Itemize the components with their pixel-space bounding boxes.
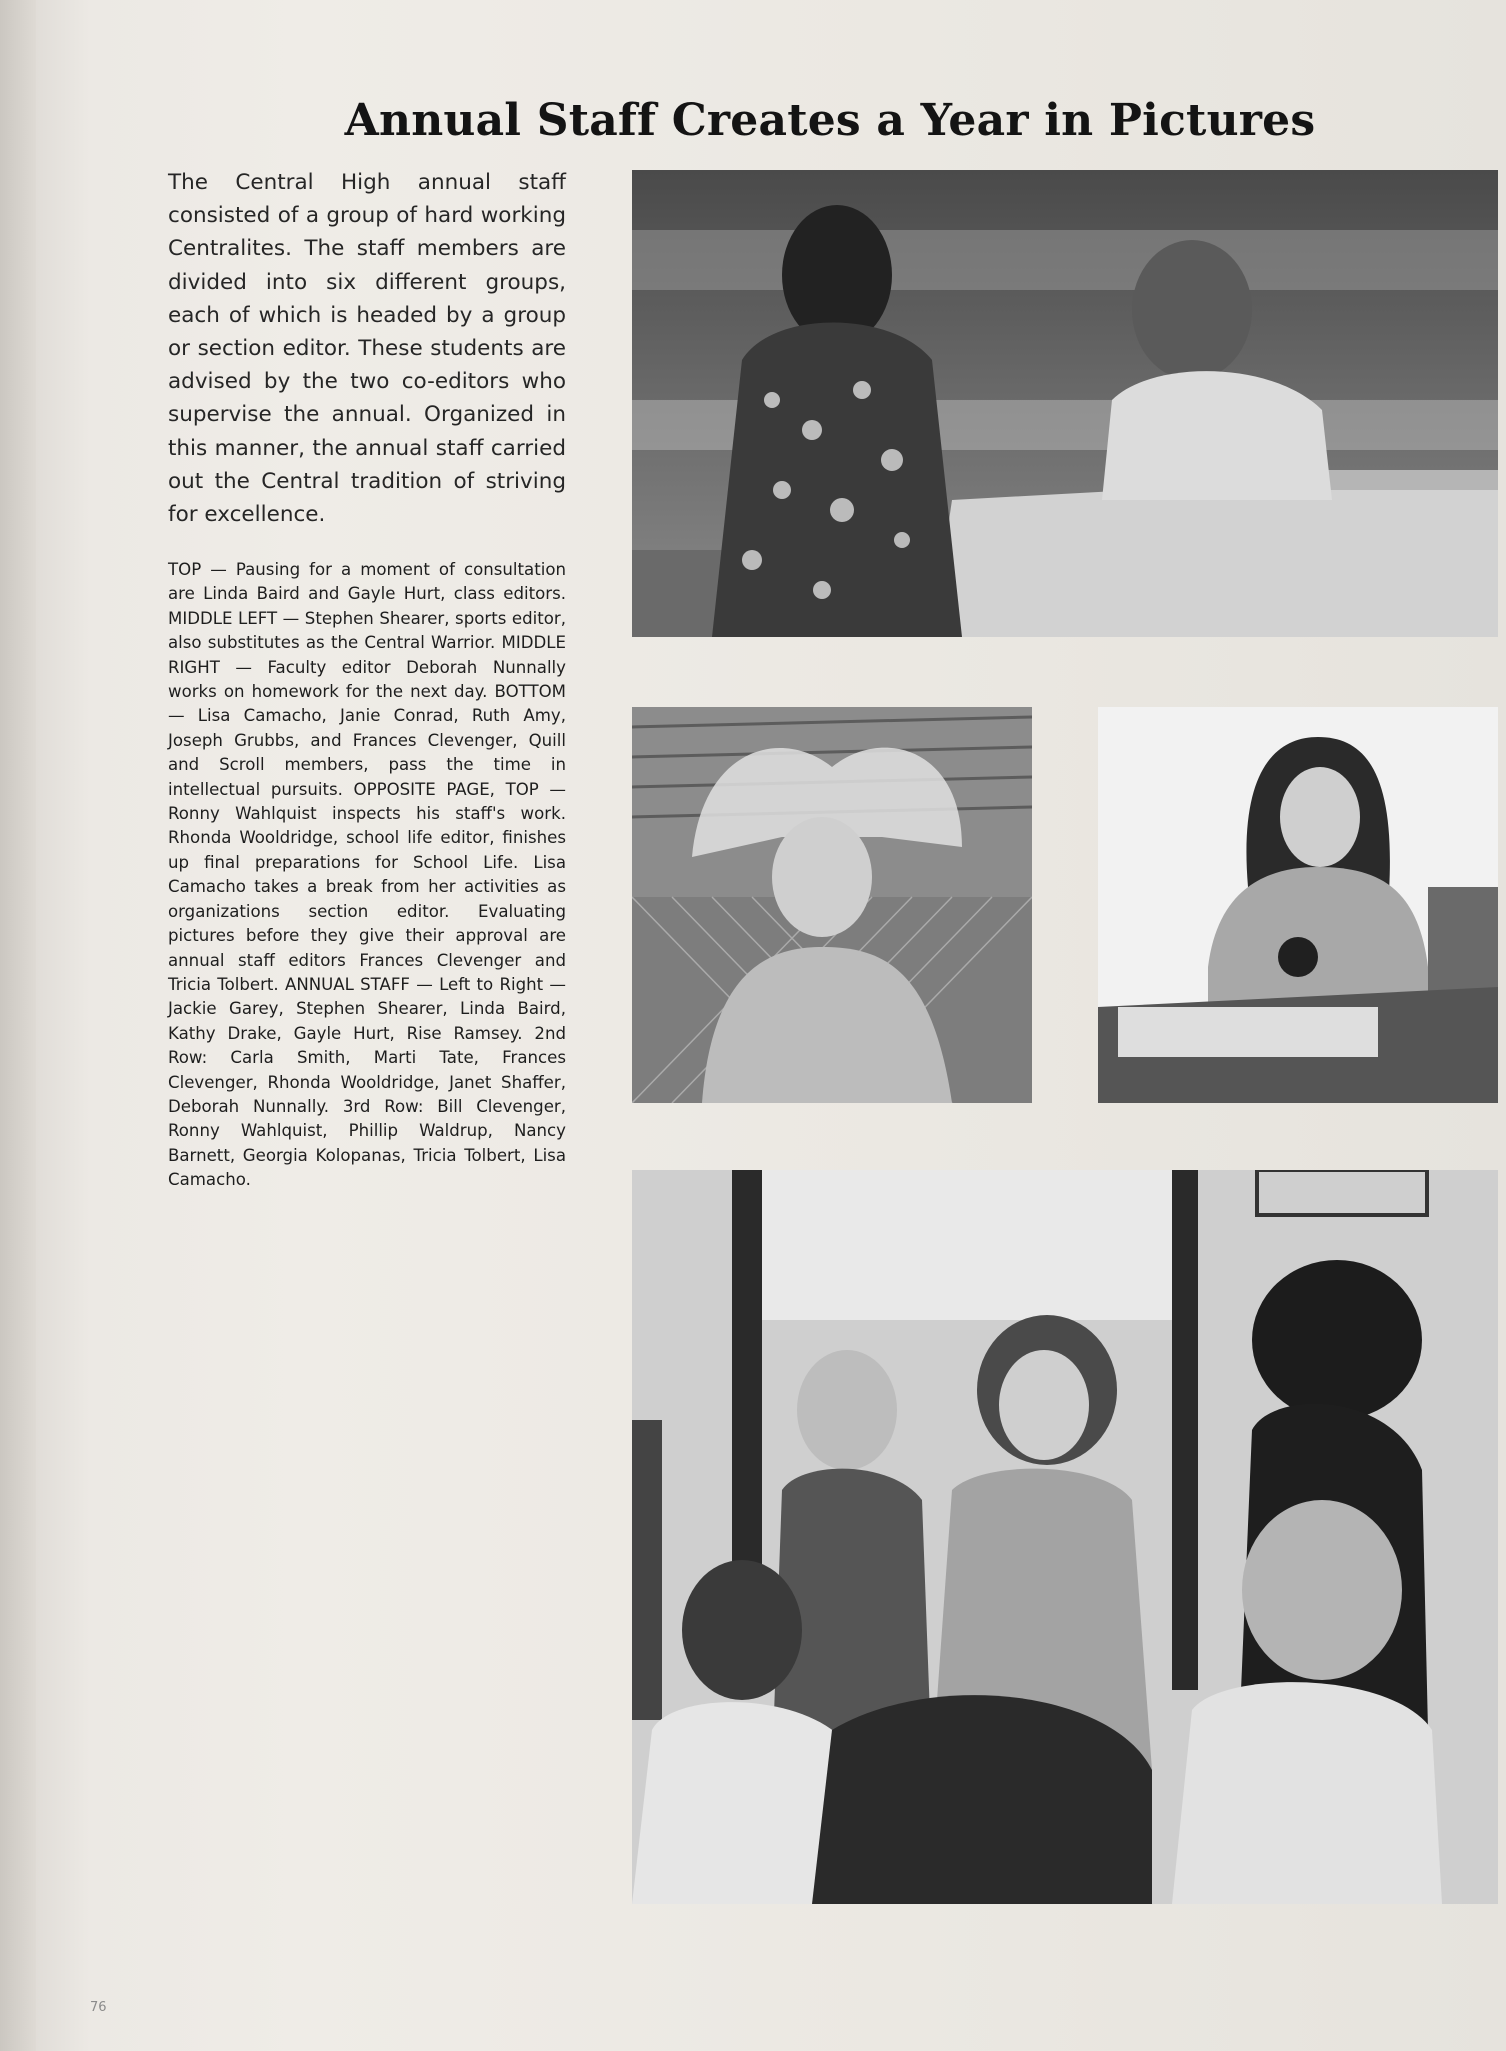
photo-captions: TOP — Pausing for a moment of consultation are Linda Baird and Gayle Hurt, class editors. MIDDLE LEFT — Stephen Shearer, sports editor, also substitutes as the Central Warrior. MIDDLE RIGHT — Faculty editor Deborah Nunnally works on homework for the next day. BOTTOM — Lisa Camacho, Janie Conrad, Ruth Amy, Joseph Grubbs, and Frances Clevenger, Quill and Scroll members, pass the time in intellectual pursuits. OPPOSITE PAGE, TOP — Ronny Wahlquist inspects his staff's work. Rhonda Wooldridge, school life editor, finishes up final preparations for School Life. Lisa Camacho takes a break from her activities as organizations section editor. Evaluating pictures before they give their approval are annual staff editors Frances Clevenger and Tricia Tolbert. ANNUAL STAFF — Left to Right — Jackie Garey, Stephen Shearer, Linda Baird, Kathy Drake, Gayle Hurt, Rise Ramsey. 2nd Row: Carla Smith, Marti Tate, Frances Clevenger, Rhonda Wooldridge, Janet Shaffer, Deborah Nunnally. 3rd Row: Bill Clevenger, Ronny Wahlquist, Phillip Waldrup, Nancy Barnett, Georgia Kolopanas, Tricia Tolbert, Lisa Camacho. — [168, 560, 566, 1190]
photo-bottom-quill-and-scroll — [632, 1170, 1498, 1904]
page-title: Annual Staff Creates a Year in Pictures — [344, 95, 1316, 146]
page-spine-shadow — [0, 0, 36, 2051]
photo-middle-right-faculty-editor — [1098, 707, 1498, 1103]
page-number: 76 — [90, 2000, 107, 2015]
photo-middle-left-warrior — [632, 707, 1032, 1103]
intro-paragraph: The Central High annual staff consisted of a group of hard working Centralites. The staff members are divided into six different groups, each of which is headed by a group or section editor. These students are advised by the two co-editors who supervise the annual. Organized in this manner, the annual staff carried out the Central tradition of striving for excellence. — [168, 170, 566, 528]
photo-top-class-editors — [632, 170, 1498, 637]
